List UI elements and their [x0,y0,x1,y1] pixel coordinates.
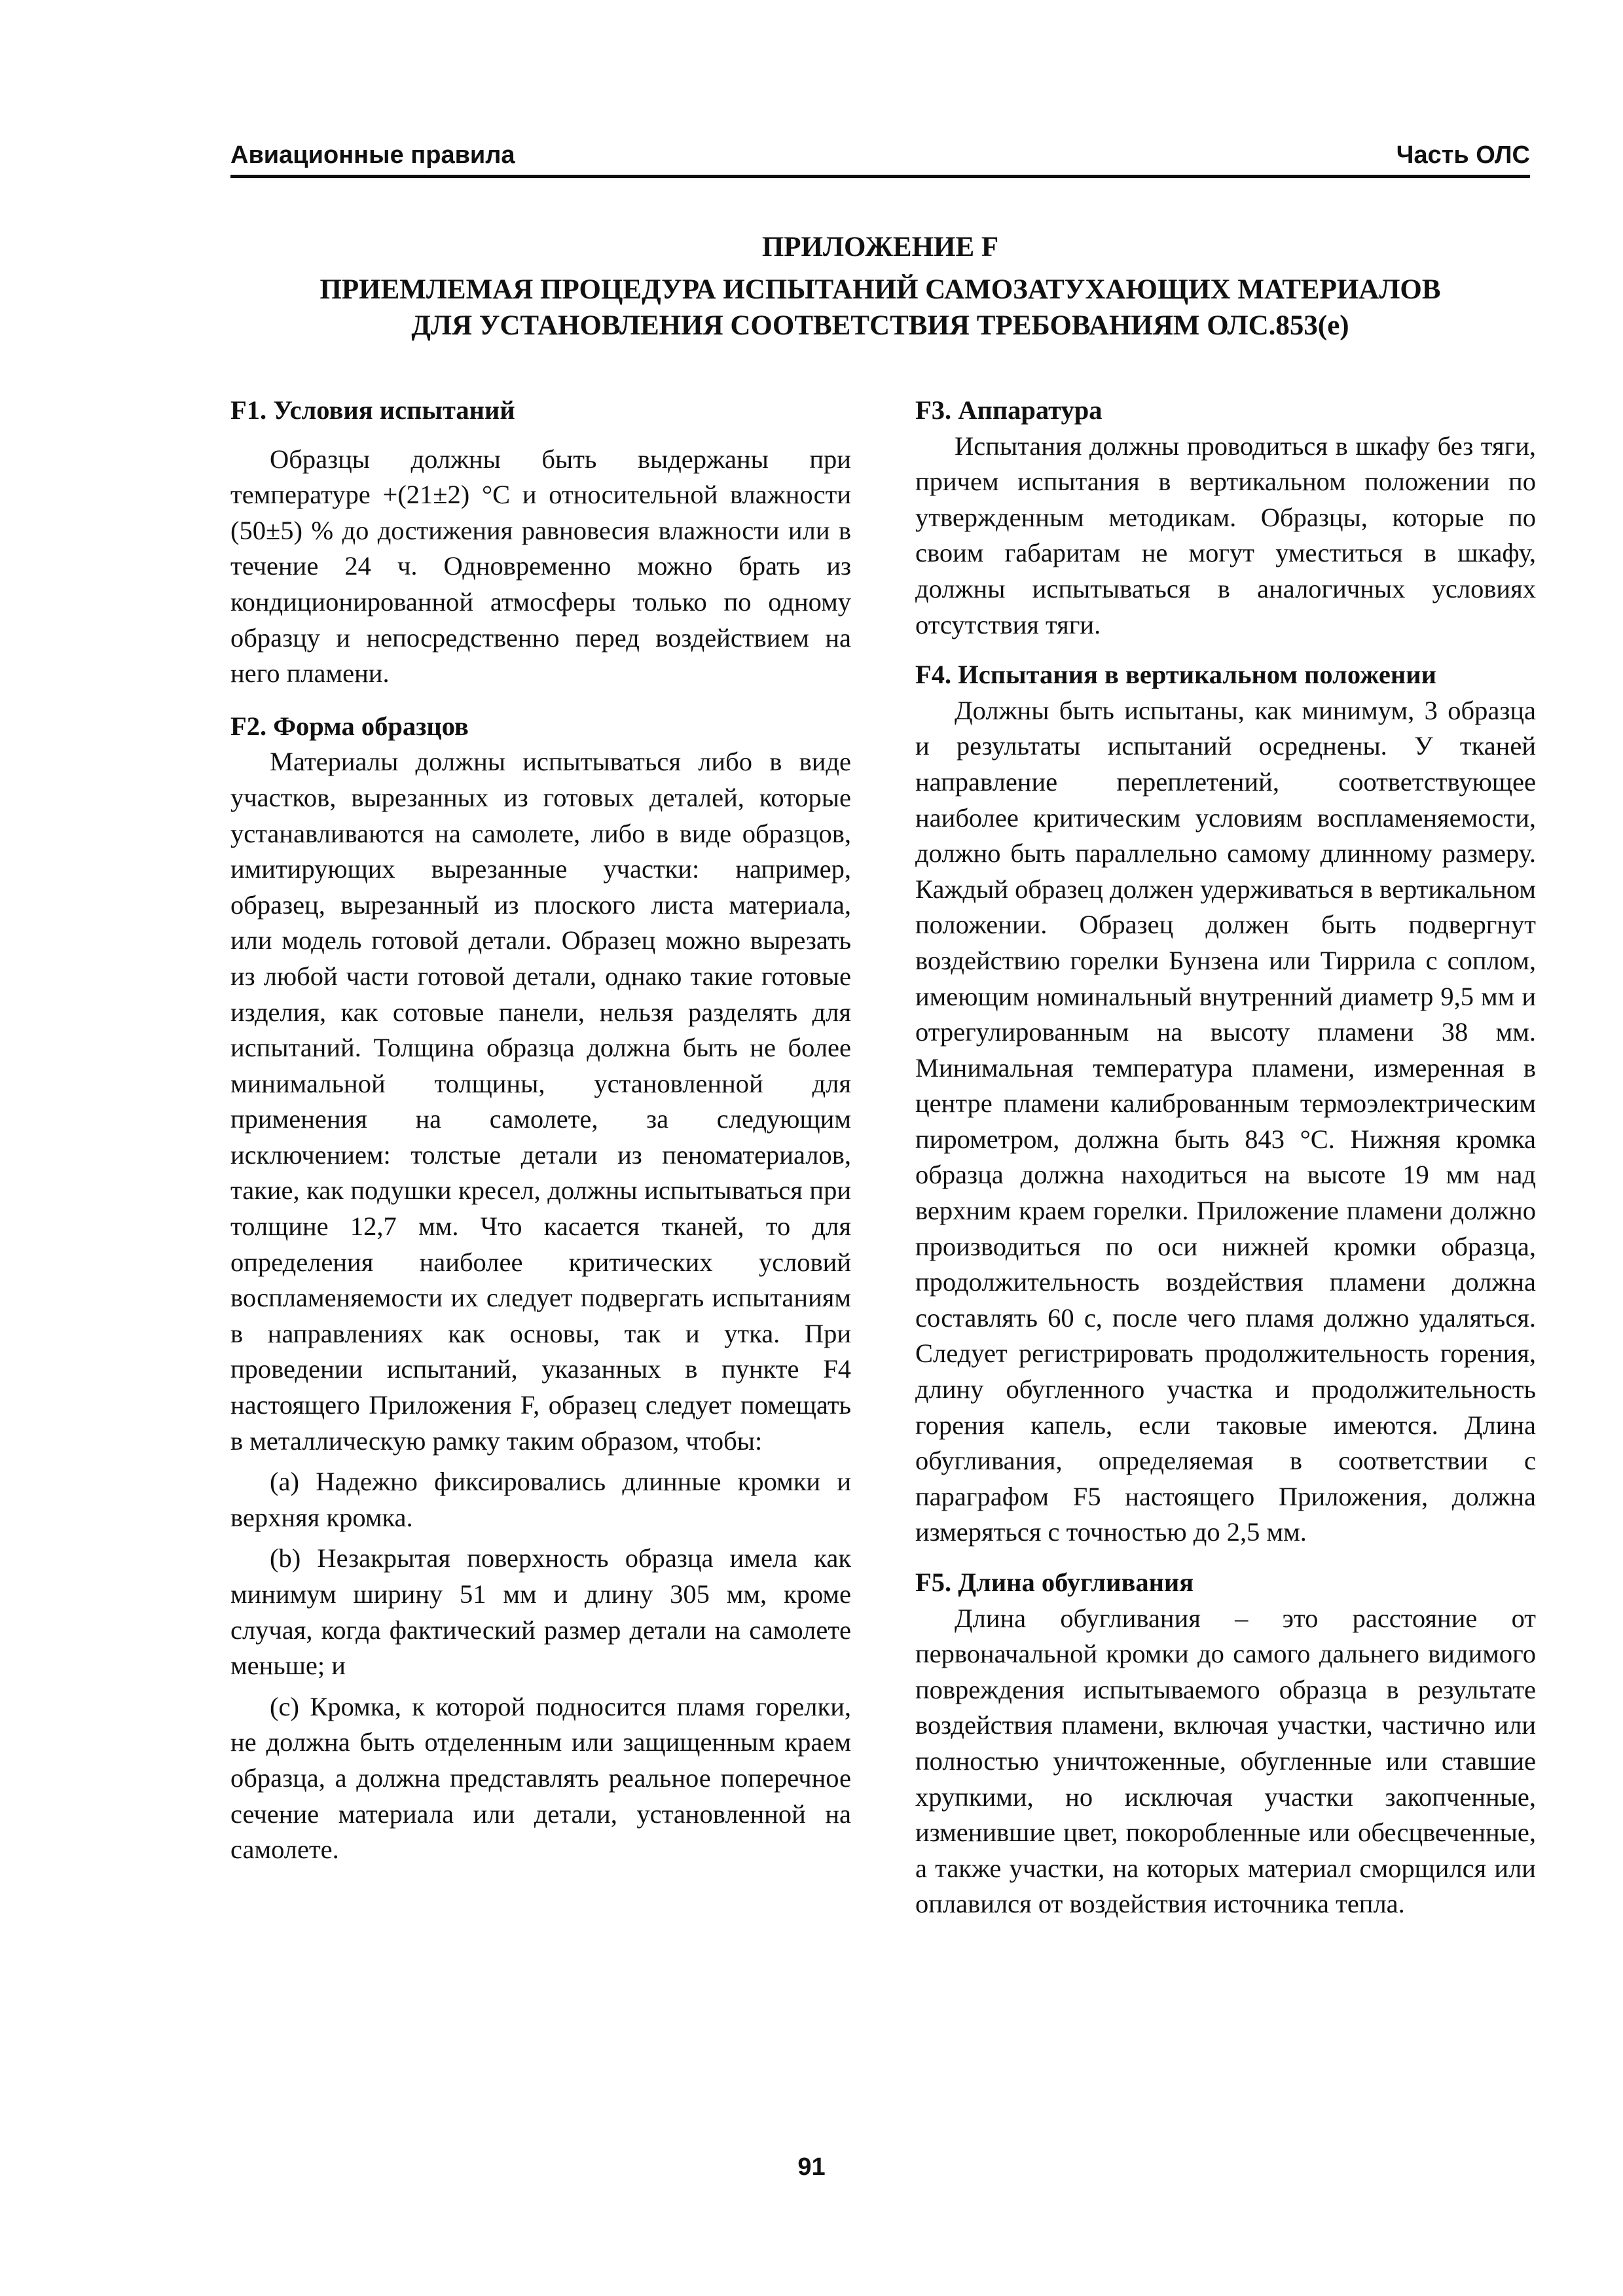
title-line-1: ПРИЕМЛЕМАЯ ПРОЦЕДУРА ИСПЫТАНИЙ САМОЗАТУХАЮЩИХ МАТЕРИАЛОВ [319,274,1441,305]
section-f5-body: Длина обугливания – это расстояние от первоначальной кромки до самого дальнего видимого повреждения испытываемого образца в результате воздействия пламени, включая участки, частично или полностью уничтоженные, обугленные или ставшие хрупкими, но исключая участки закопченные, изменившие цвет, покоробленные или обесцвеченные, а также участки, на которых материал сморщился или оплавился от воздействия источника тепла. [915,1603,1536,1919]
section-f2-item-c: (c) Кромка, к которой подносится пламя горелки, не должна быть отделенным или защищенным краем образца, а должна представлять реальное поперечное сечение материала или детали, установленной на самолете. [230,1691,851,1865]
section-f5-heading: F5. Длина обугливания [915,1568,1194,1597]
header-part-label: Часть ОЛС [1396,141,1530,169]
page-title [230,229,1530,344]
appendix-label: ПРИЛОЖЕНИЕ F [761,232,999,262]
section-f1-heading: F1. Условия испытаний [230,395,515,425]
section-f3-heading: F3. Аппаратура [915,395,1103,425]
title-line-2: ДЛЯ УСТАНОВЛЕНИЯ СООТВЕТСТВИЯ ТРЕБОВАНИЯМ ОЛС.853(е) [411,310,1349,341]
section-f2-body: Материалы должны испытываться либо в виде участков, вырезанных из готовых деталей, которые устанавливаются на самолете, либо в виде образцов, имитирующих вырезанные участки: например, образец, вырезанный из плоского листа материала, или модель готовой детали. Образец можно вырезать из любой части готовой детали, однако такие готовые изделия, как сотовые панели, нельзя разделять для испытаний. Толщина образца должна быть не более минимальной толщины, установленной для применения на самолете, за следующим исключением: толстые детали из пеноматериалов, такие, как подушки кресел, должны испытываться при толщине 12,7 мм. Что касается тканей, то для определения наиболее критических условий воспламеняемости их следует подвергать испытаниям в направлениях как основы, так и утка. При проведении испытаний, указанных в пункте F4 настоящего Приложения F, образец следует помещать в металлическую рамку таким образом, чтобы: [230,747,851,1456]
section-f4-body: Должны быть испытаны, как минимум, 3 образца и результаты испытаний осреднены. У тканей направление переплетений, соответствующее наиболее критическим условиям воспламеняемости, должно быть параллельно самому длинному размеру. Каждый образец должен удерживаться в вертикальном положении. Образец должен быть подвергнут воздействию горелки Бунзена или Тиррила с соплом, имеющим номинальный внутренний диаметр 9,5 мм и отрегулированным на высоту пламени 38 мм. Минимальная температура пламени, измеренная в центре пламени калиброванным термоэлектрическим пирометром, должна быть 843 °С. Нижняя кромка образца должна находиться на высоте 19 мм над верхним краем горелки. Приложение пламени должно производиться по оси нижней кромки образца, продолжительность воздействия пламени должна составлять 60 с, после чего пламя должно удаляться. Следует регистрировать продолжительность горения, длину обугленного участка и продолжительность горения капель, если таковые имеются. Длина обугливания, определяемая в соответствии с параграфом F5 настоящего Приложения, должна измеряться с точностью до 2,5 мм. [915,695,1536,1547]
page-number: 91 [797,2153,826,2181]
right-column [915,393,1536,1922]
section-f4-heading: F4. Испытания в вертикальном положении [915,660,1436,690]
header-document-title: Авиационные правила [230,141,515,169]
section-f3-body: Испытания должны проводиться в шкафу без тяги, причем испытания в вертикальном положении по утвержденным методикам. Образцы, которые по своим габаритам не могут уместиться в шкафу, должны испытываться в аналогичных условиях отсутствия тяги. [915,431,1536,639]
running-header [230,134,1530,178]
section-f2-heading: F2. Форма образцов [230,711,469,741]
section-f1-body: Образцы должны быть выдержаны при температуре +(21±2) °С и относительной влажности (50±5) % до достижения равновесия влажности или в течение 24 ч. Одновременно можно брать из кондиционированной атмосферы только по одному образцу и непосредственно перед воздействием на него пламени. [230,444,851,689]
section-f2-item-a: (a) Надежно фиксировались длинные кромки и верхняя кромка. [230,1467,851,1532]
section-f2-item-b: (b) Незакрытая поверхность образца имела как минимум ширину 51 мм и длину 305 мм, кроме случая, когда фактический размер детали на самолете меньше; и [230,1543,851,1681]
left-column [230,393,851,1868]
